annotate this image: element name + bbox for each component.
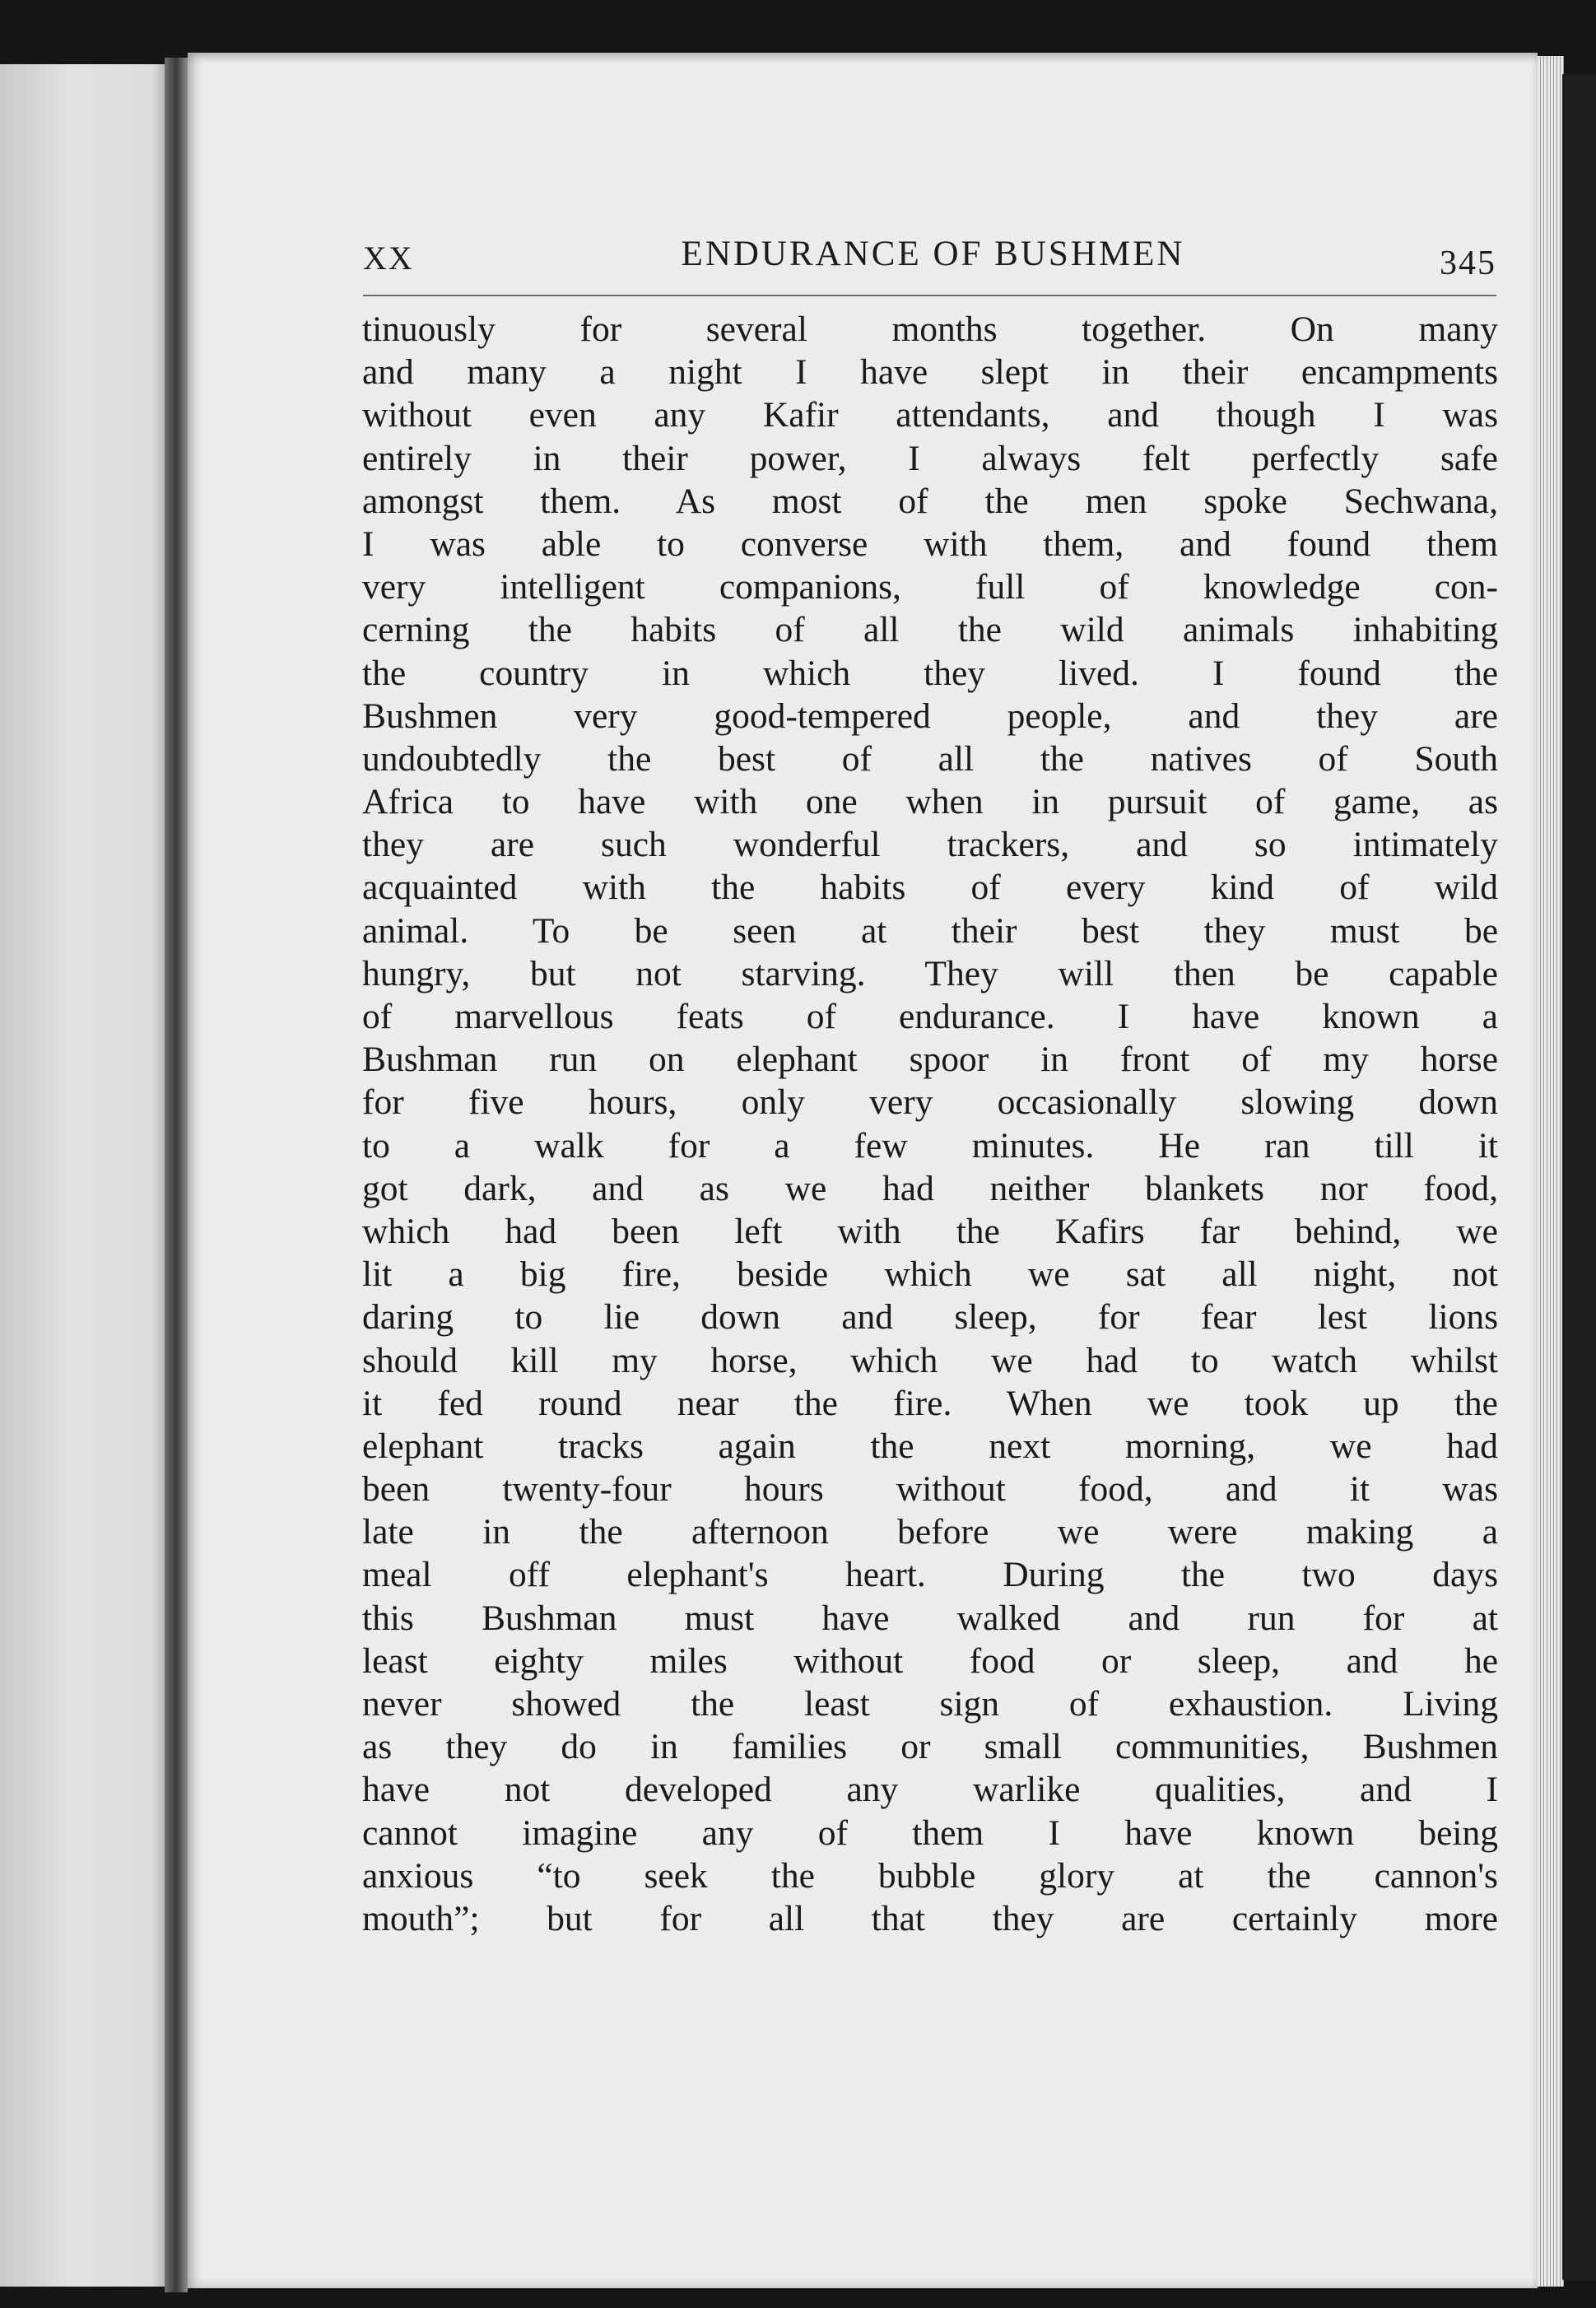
text-line: meal off elephant's heart. During the two days [362, 1555, 1498, 1595]
book-page [188, 53, 1538, 2288]
text-line: never showed the least sign of exhaustion. Living [362, 1684, 1498, 1724]
text-line: lit a big fire, beside which we sat all night, not [362, 1254, 1498, 1295]
text-line: without even any Kafir attendants, and though I was [362, 395, 1498, 435]
text-line: Africa to have with one when in pursuit of game, as [362, 782, 1498, 822]
text-line: been twenty-four hours without food, and it was [362, 1469, 1498, 1510]
book-gutter [165, 58, 188, 2292]
text-line: undoubtedly the best of all the natives of South [362, 738, 1498, 779]
chapter-number: XX [363, 240, 414, 277]
text-line: tinuously for several months together. On many [362, 309, 1498, 349]
text-line: amongst them. As most of the men spoke Sechwana, [362, 481, 1498, 521]
text-line: animal. To be seen at their best they must be [362, 910, 1498, 951]
text-line: they are such wonderful trackers, and so intimately [362, 825, 1498, 865]
text-line: cannot imagine any of them I have known being [362, 1812, 1498, 1853]
text-line: and many a night I have slept in their encampments [362, 352, 1498, 393]
scan-border-right [1562, 74, 1596, 2280]
text-line: this Bushman must have walked and run for at [362, 1598, 1498, 1638]
page-number: 345 [1440, 244, 1496, 282]
text-line: of marvellous feats of endurance. I have known a [362, 997, 1498, 1036]
text-line: very intelligent companions, full of knowledge con- [362, 567, 1498, 607]
text-line: as they do in families or small communities, Bushmen [362, 1727, 1498, 1767]
text-line: I was able to converse with them, and found them [362, 523, 1498, 564]
text-line: for five hours, only very occasionally slowing down [362, 1082, 1498, 1123]
text-line: got dark, and as we had neither blankets nor food, [362, 1168, 1498, 1208]
running-title: ENDURANCE OF BUSHMEN [681, 235, 1185, 273]
text-line: acquainted with the habits of every kind of wild [362, 868, 1498, 908]
text-line: the country in which they lived. I found the [362, 653, 1498, 693]
facing-page-edge [0, 64, 179, 2287]
text-line: Bushmen very good-tempered people, and they are [362, 696, 1498, 736]
text-line: daring to lie down and sleep, for fear lest lions [362, 1297, 1498, 1338]
text-line: mouth”; but for all that they are certainly more [362, 1898, 1498, 1938]
header-rule [363, 295, 1496, 296]
text-line: it fed round near the fire. When we took up the [362, 1383, 1498, 1423]
text-line: Bushman run on elephant spoor in front of my horse [362, 1040, 1498, 1080]
text-line: hungry, but not starving. They will then be capable [362, 953, 1498, 993]
text-line: late in the afternoon before we were making a [362, 1512, 1498, 1552]
text-line: should kill my horse, which we had to watch whilst [362, 1340, 1498, 1380]
text-line: entirely in their power, I always felt perfectly safe [362, 438, 1498, 478]
body-text [362, 308, 1498, 1940]
text-line: have not developed any warlike qualities, and I [362, 1770, 1498, 1810]
text-line: anxious “to seek the bubble glory at the cannon's [362, 1855, 1498, 1896]
text-line: elephant tracks again the next morning, we had [362, 1426, 1498, 1466]
text-line: which had been left with the Kafirs far behind, we [362, 1211, 1498, 1251]
text-line: cerning the habits of all the wild animals inhabiting [362, 610, 1498, 650]
text-line: to a walk for a few minutes. He ran till it [362, 1125, 1498, 1166]
text-line: least eighty miles without food or sleep, and he [362, 1640, 1498, 1681]
running-header [363, 232, 1496, 285]
